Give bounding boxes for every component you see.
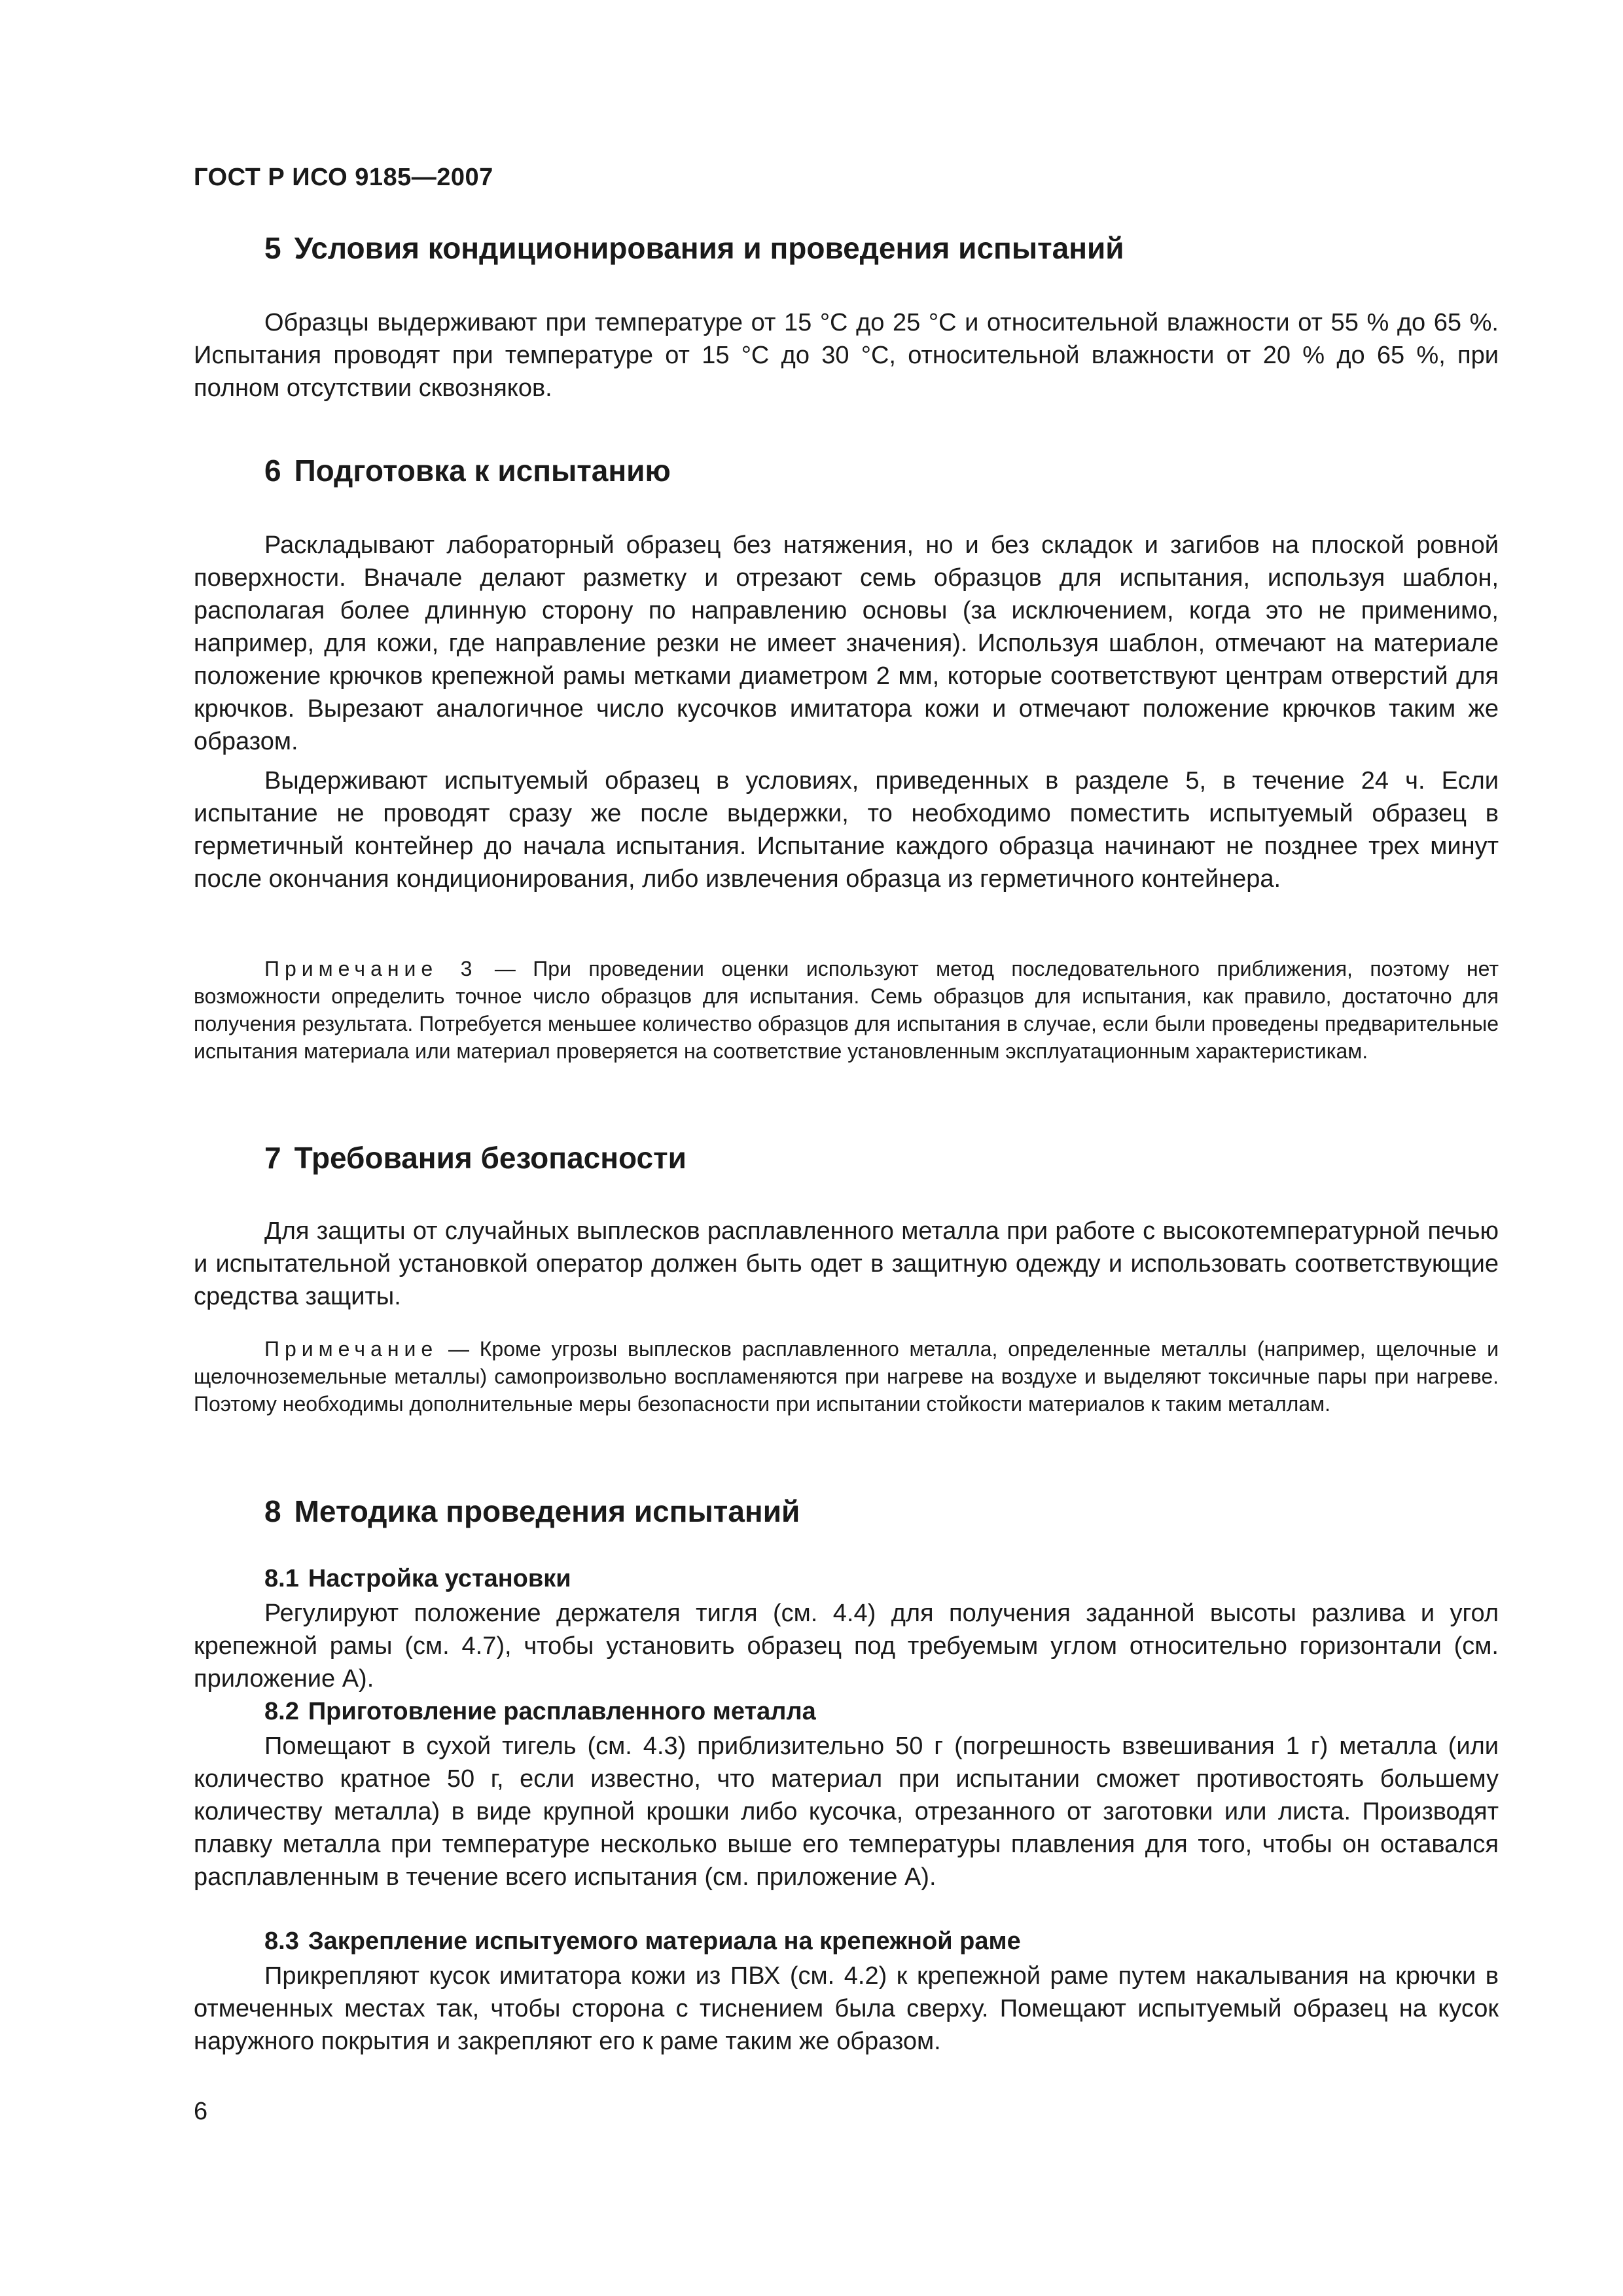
section-7-paragraph: Для защиты от случайных выплесков расплавленного металла при работе с высокотемпературной печью и испытательной установкой оператор должен быть одет в защитную одежду и использовать соответствующие средства защиты. <box>194 1217 1499 1310</box>
note-3-label: Примечание 3 <box>264 957 478 980</box>
note-3-text: — При проведении оценки используют метод последовательного приближения, поэтому нет возможности определить точное число образцов для испытания. Семь образцов для испытания, как правило, достаточно для получения результата. Потребуется меньшее количество образцов для испытания в случае, если были проведены предварительные испытания материала или материал проверяется на соответствие установленным эксплуатационным характеристикам. <box>194 957 1499 1063</box>
subsection-8-3-title: Закрепление испытуемого материала на крепежной раме <box>308 1928 1021 1955</box>
section-5-paragraph: Образцы выдерживают при температуре от 15 °С до 25 °С и относительной влажности от 55 % до 65 %. Испытания проводят при температуре от 15 °С до 30 °С, относительной влажности от 20 % до 65 %, при полном отсутствии сквозняков. <box>194 309 1499 402</box>
section-5-number: 5 <box>264 231 281 265</box>
subsection-8-2-title: Приготовление расплавленного металла <box>308 1698 816 1725</box>
section-7-title: Требования безопасности <box>294 1141 687 1175</box>
section-6-paragraph-2: Выдерживают испытуемый образец в условиях, приведенных в разделе 5, в течение 24 ч. Если испытание не проводят сразу же после выдержки, то необходимо поместить испытуемый образец в герметичный контейнер до начала испытания. Испытание каждого образца начинают не позднее трех минут после окончания кондиционирования, либо извлечения образца из герметичного контейнера. <box>194 767 1499 893</box>
document-page <box>194 0 1499 2296</box>
subsection-8-3-heading <box>264 1928 1021 1956</box>
section-6-paragraph-1: Раскладывают лабораторный образец без натяжения, но и без складок и загибов на плоской ровной поверхности. Вначале делают разметку и отрезают семь образцов для испытания, используя шаблон, располагая более длинную сторону по направлению основы (за исключением, когда это не применимо, например, для кожи, где направление резки не имеет значения). Используя шаблон, отмечают на материале положение крючков крепежной рамы метками диаметром 2 мм, которые соответствуют центрам отверстий для крючков. Вырезают аналогичное число кусочков имитатора кожи и отмечают положение крючков таким же образом. <box>194 531 1499 755</box>
section-7-number: 7 <box>264 1141 281 1175</box>
section-5-title: Условия кондиционирования и проведения испытаний <box>294 231 1124 265</box>
section-5-heading <box>264 230 1124 266</box>
subsection-8-2-paragraph: Помещают в сухой тигель (см. 4.3) приблизительно 50 г (погрешность взвешивания 1 г) металла (или количество кратное 50 г, если известно, что материал при испытании сможет противостоять большему количеству металла) в виде крупной крошки либо кусочка, отрезанного от заготовки или листа. Производят плавку металла при температуре несколько выше его температуры плавления для того, чтобы он оставался расплавленным в течение всего испытания (см. приложение А). <box>194 1732 1499 1891</box>
subsection-8-3-paragraph: Прикрепляют кусок имитатора кожи из ПВХ (см. 4.2) к крепежной раме путем накалывания на крючки в отмеченных местах так, чтобы сторона с тиснением была сверху. Помещают испытуемый образец на кусок наружного покрытия и закрепляют его к раме таким же образом. <box>194 1962 1499 2055</box>
section-8-title: Методика проведения испытаний <box>294 1494 800 1528</box>
page-number: 6 <box>194 2098 208 2125</box>
note-text: — Кроме угрозы выплесков расплавленного металла, определенные металлы (например, щелочные и щелочноземельные металлы) самопроизвольно воспламеняются при нагреве на воздухе и выделяют токсичные пары при нагреве. Поэтому необходимы дополнительные меры безопасности при испытании стойкости материалов к таким металлам. <box>194 1337 1499 1416</box>
document-header: ГОСТ Р ИСО 9185—2007 <box>194 164 493 191</box>
subsection-8-1-paragraph: Регулируют положение держателя тигля (см. 4.4) для получения заданной высоты разлива и угол крепежной рамы (см. 4.7), чтобы установить образец под требуемым углом относительно горизонтали (см. приложение А). <box>194 1600 1499 1693</box>
section-6-heading <box>264 453 671 488</box>
subsection-8-2-heading <box>264 1698 816 1726</box>
section-6-number: 6 <box>264 454 281 488</box>
section-6-note <box>194 955 1499 1065</box>
subsection-8-1-title: Настройка установки <box>308 1565 571 1592</box>
subsection-8-3-number: 8.3 <box>264 1928 299 1955</box>
section-8-heading <box>264 1494 800 1529</box>
subsection-8-1-heading <box>264 1565 571 1593</box>
subsection-8-1-number: 8.1 <box>264 1565 299 1592</box>
subsection-8-2-number: 8.2 <box>264 1698 299 1725</box>
section-8-number: 8 <box>264 1494 281 1528</box>
section-7-heading <box>264 1140 687 1175</box>
section-6-title: Подготовка к испытанию <box>294 454 671 488</box>
section-7-note <box>194 1335 1499 1418</box>
note-label: Примечание <box>264 1337 438 1361</box>
